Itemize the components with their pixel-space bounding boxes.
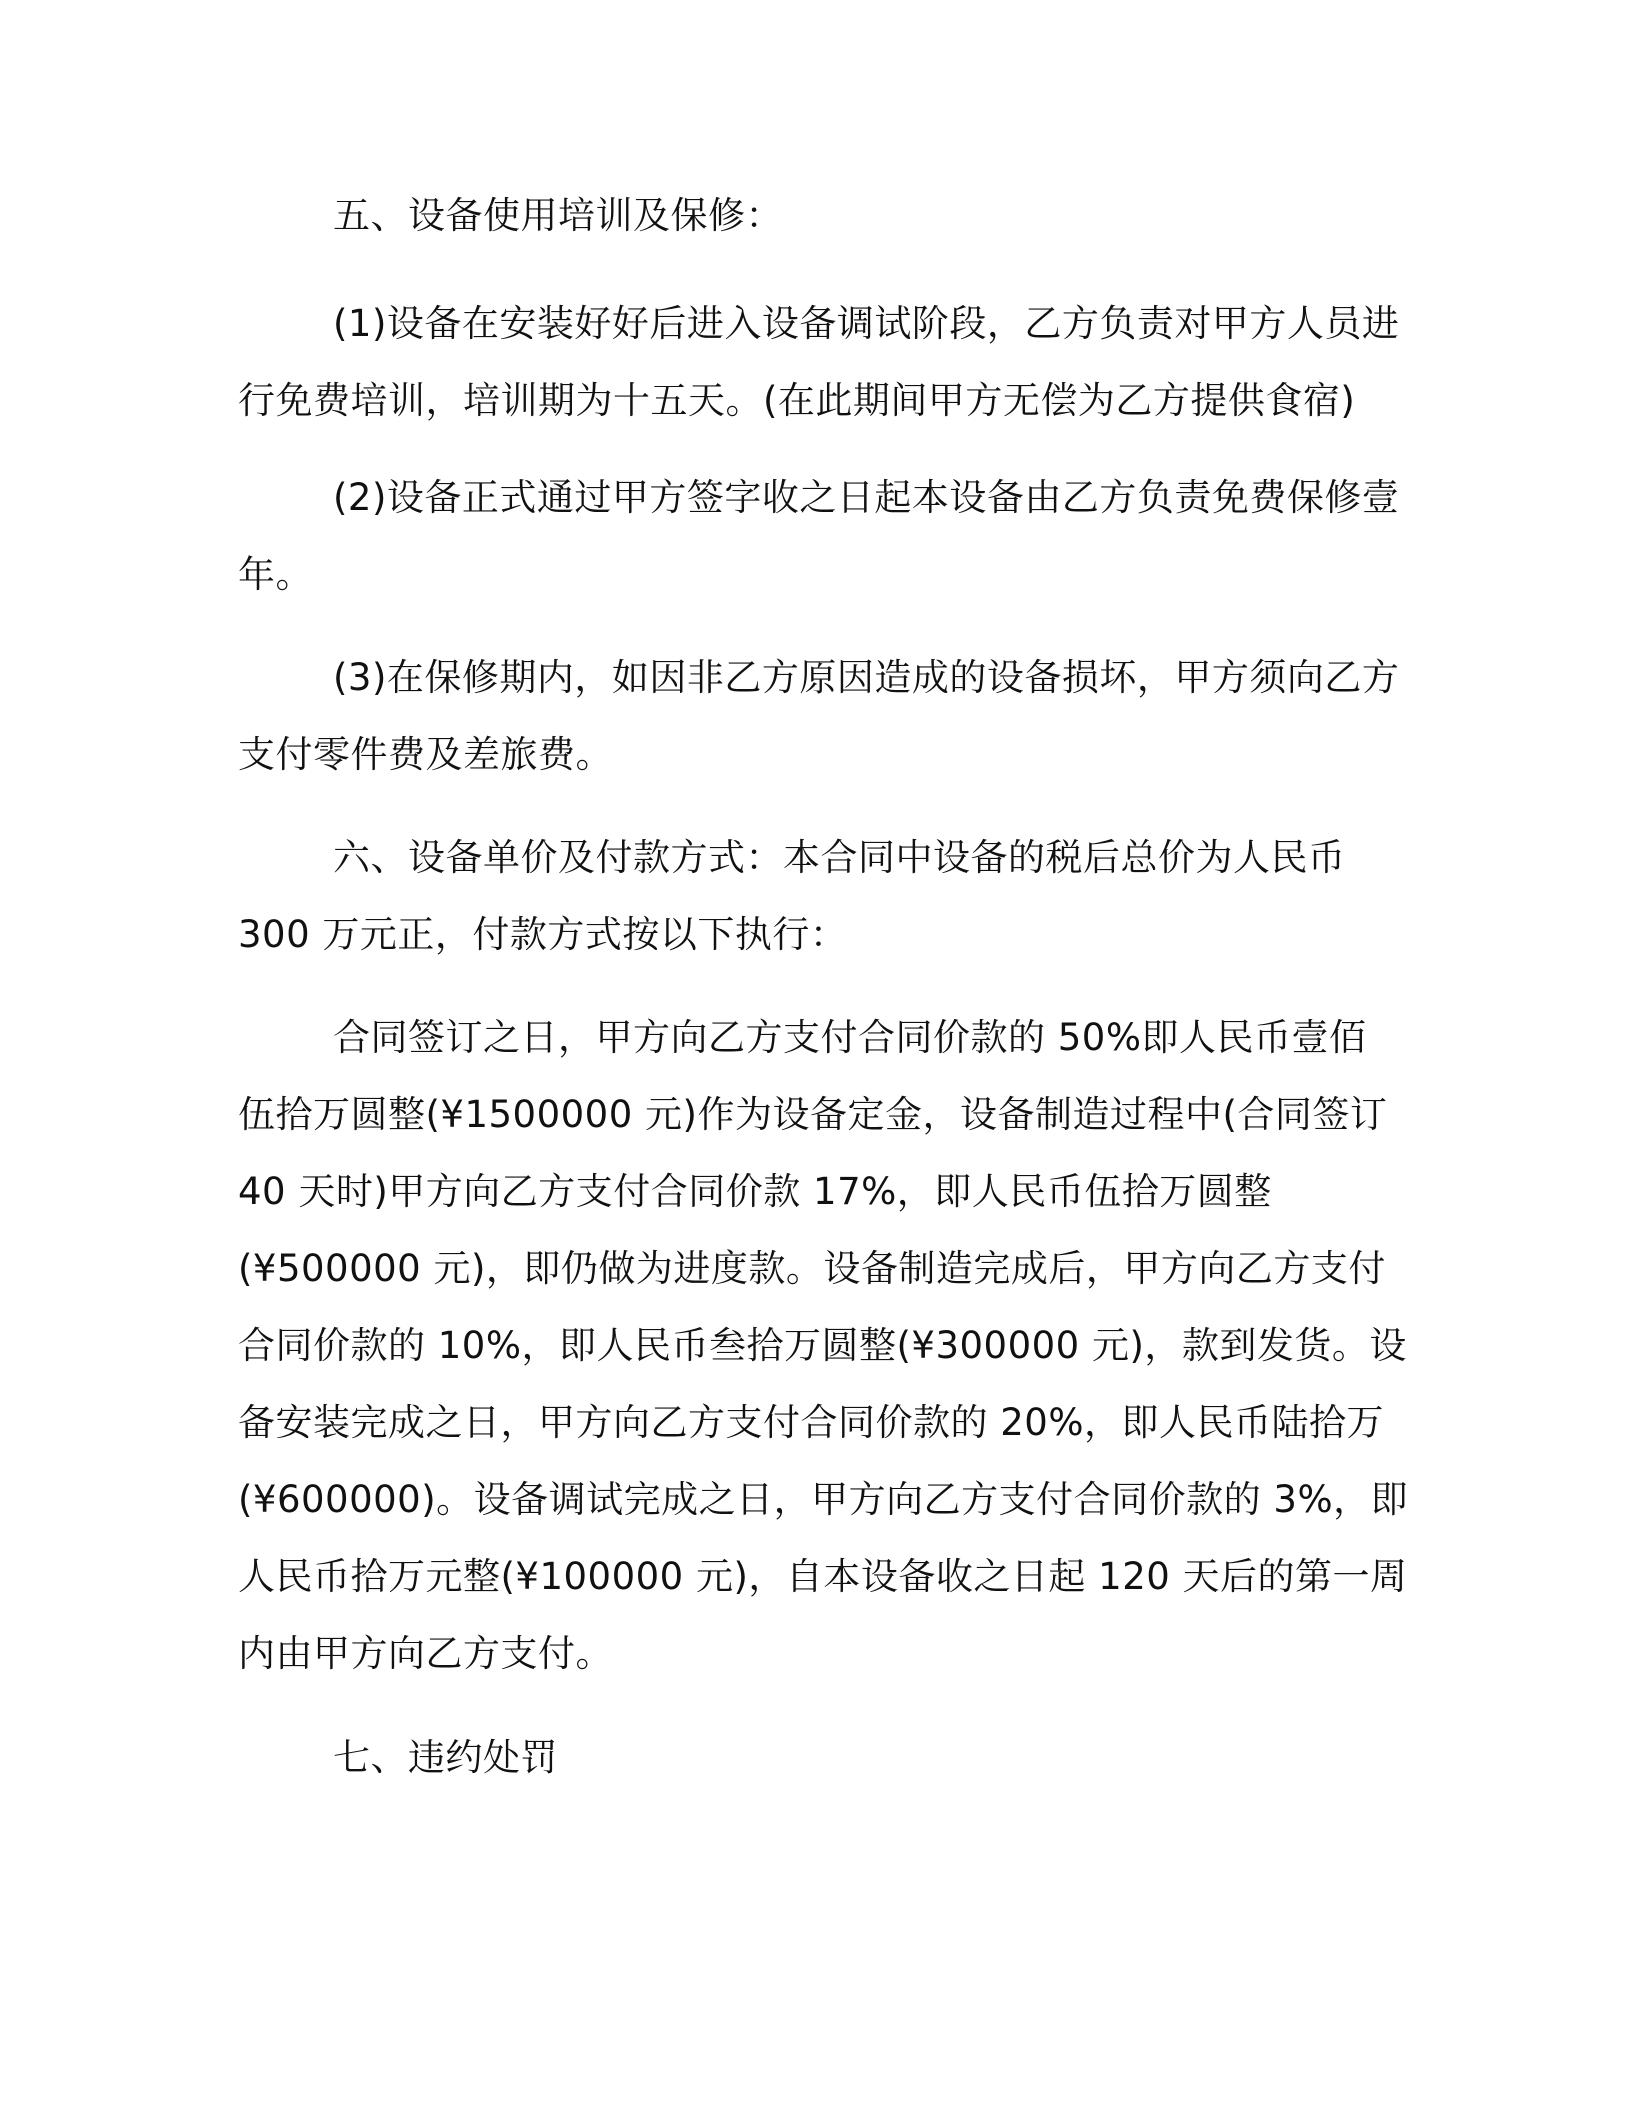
section-5-heading: 五、设备使用培训及保修： [333, 194, 783, 237]
section-5-item-3-line-2: 支付零件费及差旅费。 [238, 733, 613, 776]
section-5-item-1-line-1: (1)设备在安装好好后进入设备调试阶段，乙方负责对甲方人员进 [333, 302, 1400, 345]
section-5-item-1-line-2: 行免费培训，培训期为十五天。(在此期间甲方无偿为乙方提供食宿) [238, 379, 1356, 422]
section-6-para-line: (¥500000 元)，即仍做为进度款。设备制造完成后，甲方向乙方支付 [238, 1247, 1386, 1290]
section-6-para-line: 合同签订之日，甲方向乙方支付合同价款的 50%即人民币壹佰 [333, 1016, 1367, 1059]
section-6-para-line: 伍拾万圆整(¥1500000 元)作为设备定金，设备制造过程中(合同签订 [238, 1093, 1388, 1136]
section-5-item-2-line-2: 年。 [238, 553, 313, 596]
section-6-para-line: (¥600000)。设备调试完成之日，甲方向乙方支付合同价款的 3%，即 [238, 1478, 1409, 1521]
section-6-para-line: 合同价款的 10%，即人民币叁拾万圆整(¥300000 元)，款到发货。设 [238, 1324, 1407, 1367]
section-6-para-line: 人民币拾万元整(¥100000 元)，自本设备收之日起 120 天后的第一周 [238, 1555, 1408, 1598]
section-6-heading-line-1: 六、设备单价及付款方式：本合同中设备的税后总价为人民币 [333, 836, 1346, 879]
section-5-item-2-line-1: (2)设备正式通过甲方签字收之日起本设备由乙方负责免费保修壹 [333, 476, 1400, 519]
section-6-para-line: 40 天时)甲方向乙方支付合同价款 17%，即人民币伍拾万圆整 [238, 1170, 1272, 1213]
section-7-heading: 七、违约处罚 [333, 1736, 558, 1779]
section-6-heading-line-2: 300 万元正，付款方式按以下执行： [238, 913, 848, 956]
section-6-para-line: 备安装完成之日，甲方向乙方支付合同价款的 20%，即人民币陆拾万 [238, 1401, 1384, 1444]
section-5-item-3-line-1: (3)在保修期内，如因非乙方原因造成的设备损坏，甲方须向乙方 [333, 656, 1400, 699]
section-6-para-line: 内由甲方向乙方支付。 [238, 1632, 613, 1675]
